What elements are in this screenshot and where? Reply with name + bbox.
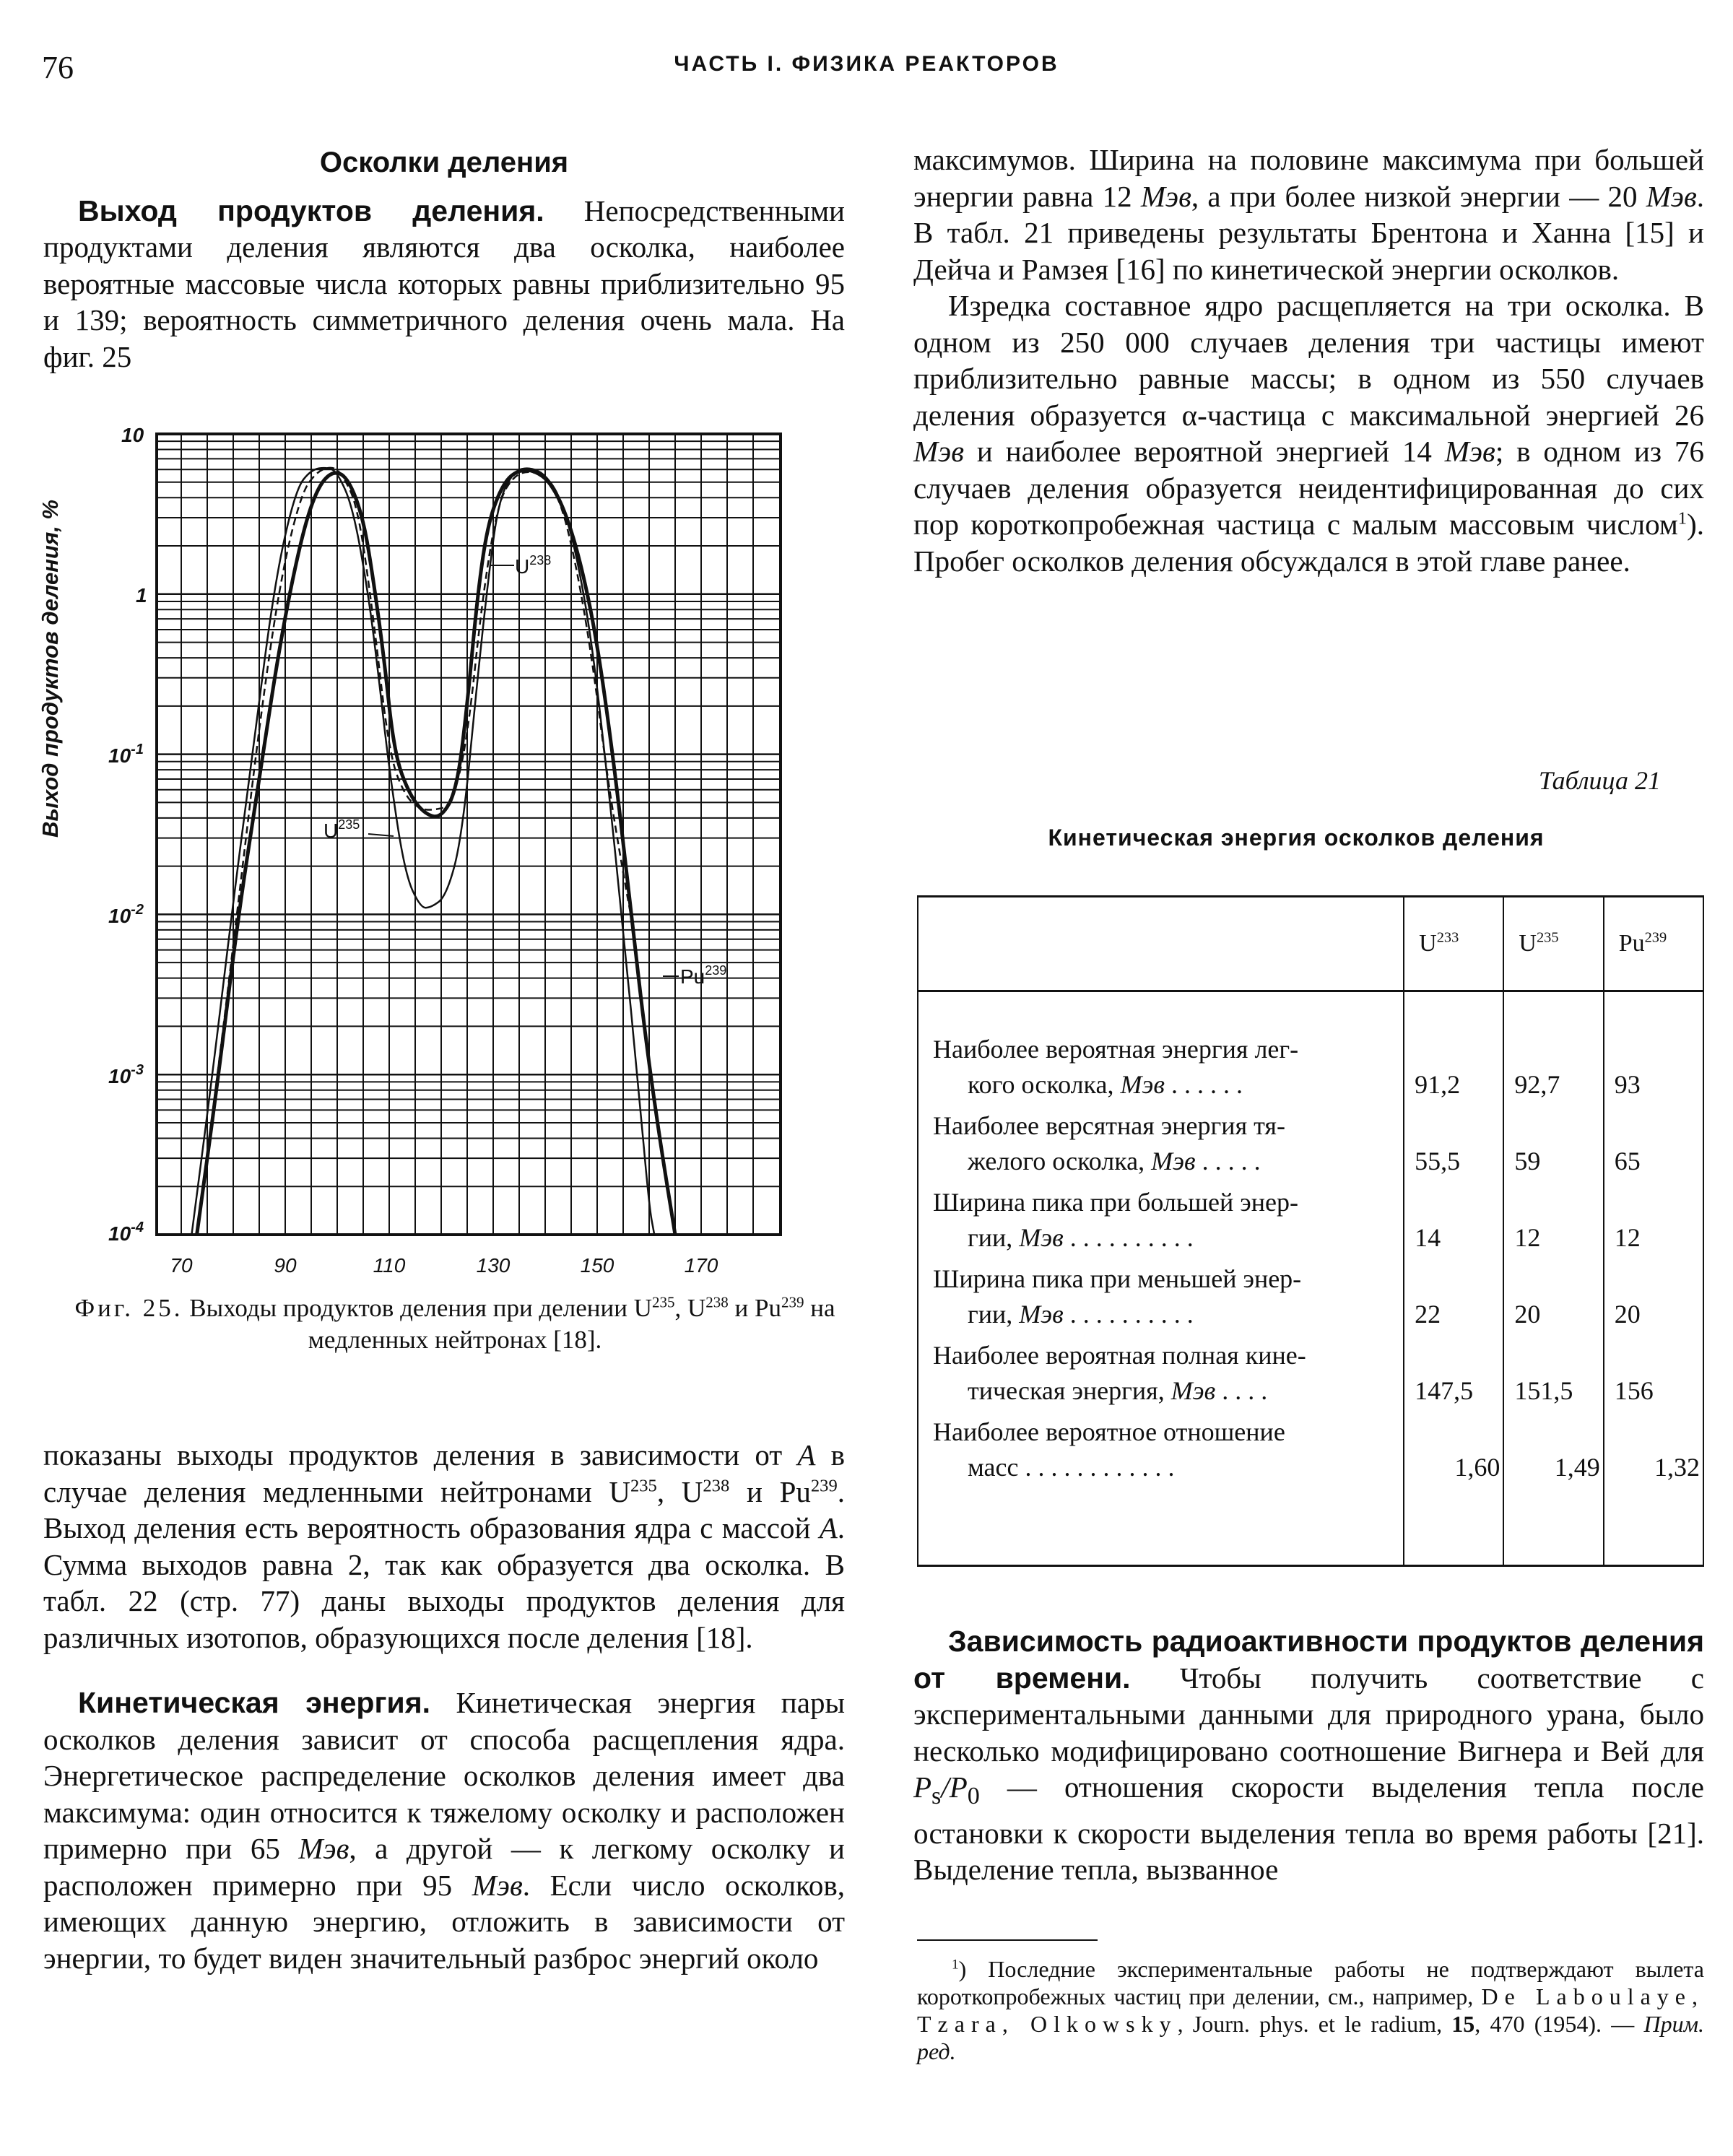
section-title: Осколки деления [319, 147, 569, 178]
paragraph-yields-continued: показаны выходы продуктов деления в зависимости от A в случае деления медленными нейтронами $U^{235}$, $U^{238}$ и Pu$^{239}$. Выход деления есть вероятность образования ядра с массой A. Сумма выходов равна 2, так как образуется два осколка. В табл. 22 (стр. 77) даны выходы продуктов деления для различных изотопов, образующихся после деления [18]. [43, 1438, 846, 1654]
table-row: Ширина пика при большей энер- гии, Мэв . . . . . . . . . . 14 12 12 [918, 1185, 1703, 1261]
plot-frame [157, 434, 781, 1235]
y-tick-0.01: $10^{-2}$ [108, 902, 144, 927]
table-title: Кинетическая энергия осколков деления [1048, 825, 1545, 851]
table-row: Наиболее версятная энергия тя- желого осколка, Мэв . . . . . 55,5 59 65 [918, 1108, 1703, 1185]
y-axis-label: Выход продуктов деления, % [38, 500, 63, 838]
label-u238: $U^{238}$ [515, 553, 552, 578]
table-row: Наиболее вероятная полная кине- тическая энергия, Мэв . . . . 147,5 151,5 156 [918, 1338, 1703, 1414]
paragraph-text: Непосредственными продуктами деления являются два осколка, наиболее вероятные массовые числа которых равны приблизительно 95 и 139; вероятность симметричного деления очень мала. На фиг. 25 [43, 194, 845, 373]
table-row: Ширина пика при меньшей энер- гии, Мэв . . . . . . . . . . 22 20 20 [918, 1261, 1703, 1338]
table-row: Наиболее вероятное отношение масс . . . . . . . . . . . . 1,60 1,49 1,32 [918, 1414, 1703, 1566]
chart-grid [157, 434, 781, 1235]
footnote: $^1$) Последние экспериментальные работы не подтверждают вылета короткопробежных частиц при делении, см., например, De Laboulaye, Tzara, Olkowsky, Journ. phys. et le radium, 15, 470 (1954). — Прим. ред. [917, 1956, 1705, 2064]
paragraph-radioactivity: Зависимость радиоактивности продуктов деления от времени. Чтобы получить соответствие с экспериментальными данными для природного урана, было несколько модифицировано соотношение Вигнера и Вей для $P_s/P_0$ — отношения скорости выделения тепла после остановки к скорости выделения тепла во время работы [21]. Выделение тепла, вызванное [913, 1625, 1704, 1887]
x-tick-130: 130 [476, 1254, 511, 1277]
y-tick-0.1: $10^{-1}$ [108, 742, 144, 767]
x-tick-70: 70 [170, 1254, 193, 1277]
page-number: 76 [42, 50, 74, 85]
label-u235: $U^{235}$ [323, 817, 360, 842]
right-column-top [913, 142, 1704, 579]
runin-heading: Выход продуктов деления. [78, 194, 544, 227]
paragraph-kinetic-energy: Кинетическая энергия. Кинетическая энергия пары осколков деления зависит от способа расщепления ядра. Энергетическое распределение осколков деления имеет два максимума: один относится к тяжелому осколку и расположен примерно при 65 Мэв, а другой — к легкому осколку и расположен примерно при 95 Мэв. Если число осколков, имеющих данную энергию, отложить в зависимости от энергии, то будет виден значительный разброс энергий около [43, 1686, 845, 1975]
y-tick-0.0001: $10^{-4}$ [108, 1220, 144, 1245]
paragraph-widths: максимумов. Ширина на половине максимума при большей энергии равна 12 Мэв, а при более низкой энергии — 20 Мэв. В табл. 21 приведены результаты Брентона и Ханна [15] и Дейча и Рамзея [16] по кинетической энергии осколков. [913, 143, 1704, 286]
kinetic-energy-table [917, 895, 1704, 1567]
y-tick-1: 1 [136, 584, 147, 607]
y-tick-0.001: $10^{-3}$ [108, 1062, 144, 1087]
table-header-row [918, 897, 1703, 991]
table-header-blank [918, 897, 1404, 991]
footnote-ref[interactable]: 1 [1677, 508, 1688, 529]
paragraph-ternary-fission: Изредка составное ядро расщепляется на три осколка. В одном из 250 000 случаев деления три частицы имеют приблизительно равные массы; в одном из 550 случаев деления образуется α-частица с максимальной энергией 26 Мэв и наиболее вероятной энергией 14 Мэв; в одном из 76 случаев деления образуется неидентифицированная до сих пор короткопробежная частица с малым массовым числом$^1$). Пробег осколков деления обсуждался в этой главе ранее. [913, 289, 1704, 578]
curve-pu239 [197, 470, 675, 1235]
table-row: Наиболее вероятная энергия лег- кого осколка, Мэв . . . . . . 91,2 92,7 93 [918, 991, 1703, 1109]
table-header-u235: $U^{235}$ [1503, 897, 1603, 991]
paragraph-fission-yield [43, 193, 845, 375]
chart-curves [191, 468, 675, 1235]
table-header-pu239: Pu$^{239}$ [1604, 897, 1703, 991]
curve-u238 [197, 468, 634, 1235]
curve-u235 [191, 468, 654, 1235]
x-tick-90: 90 [274, 1254, 297, 1277]
y-tick-10: 10 [121, 424, 144, 446]
left-column-top [43, 144, 845, 375]
label-pu239: Pu$^{239}$ [680, 963, 727, 988]
right-column-bottom [913, 1623, 1704, 1888]
x-tick-150: 150 [580, 1254, 614, 1277]
table-header-u233: $U^{233}$ [1404, 897, 1503, 991]
table-number: Таблица 21 [1538, 766, 1661, 795]
figure-caption: Фиг. 25. Выходы продуктов деления при делении $U^{235}$, $U^{238}$ и Pu$^{239}$ на медленных нейтронах [18]. [74, 1293, 835, 1354]
x-tick-110: 110 [373, 1254, 406, 1277]
footnote-rule [917, 1939, 1098, 1941]
left-column-bottom [43, 1437, 845, 1976]
x-tick-170: 170 [684, 1254, 718, 1277]
running-head: ЧАСТЬ I. ФИЗИКА РЕАКТОРОВ [674, 52, 1059, 76]
